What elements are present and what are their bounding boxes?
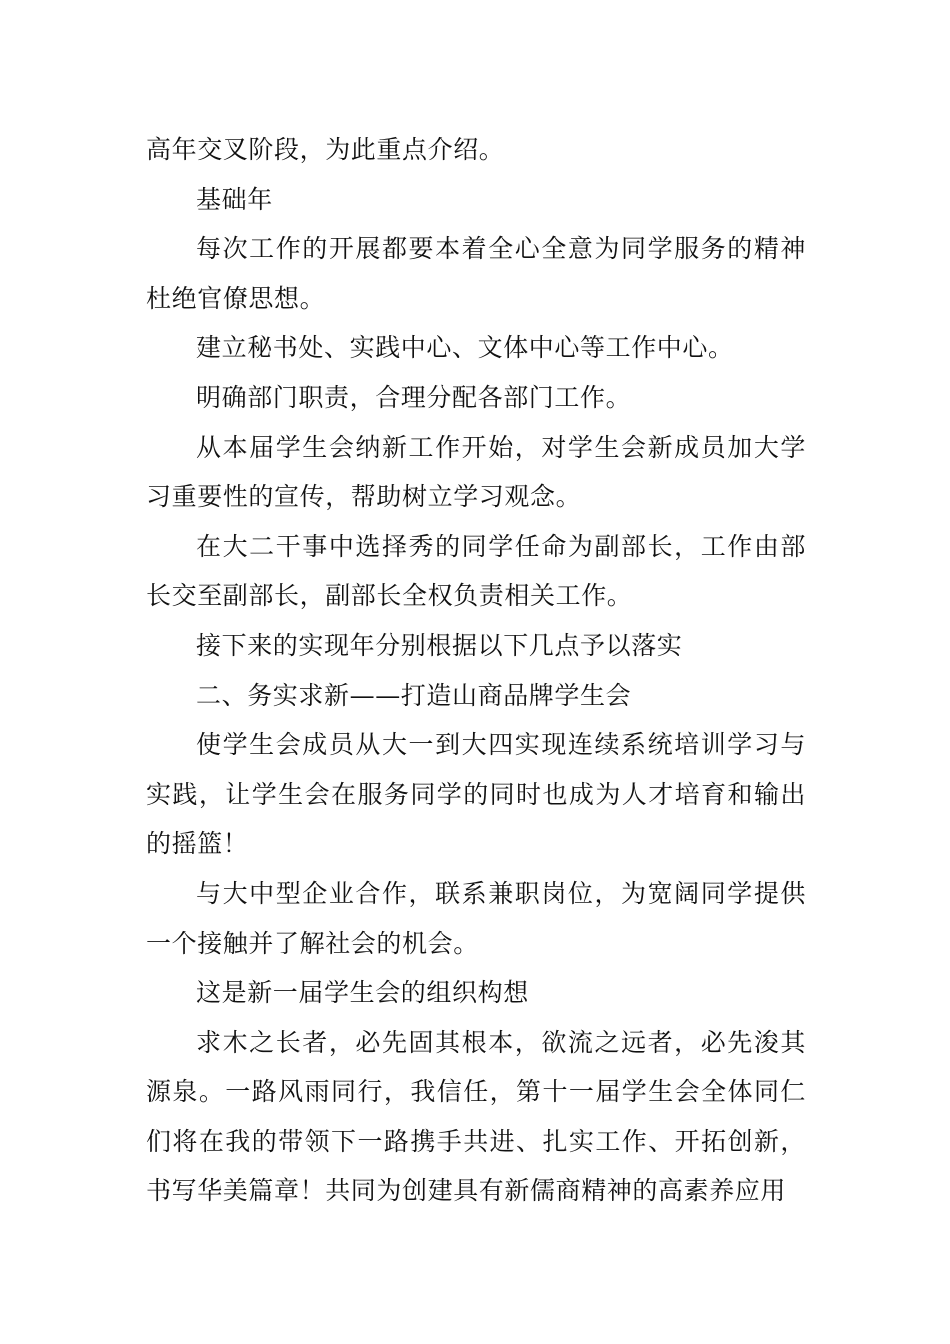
paragraph-1: 高年交叉阶段，为此重点介绍。 [146, 135, 505, 164]
section-heading: 二、务实求新——打造山商品牌学生会 [196, 680, 632, 710]
paragraph-10: 使学生会成员从大一到大四实现连续系统培训学习与实践，让学生会在服务同学的同时也成为人才培育和输出的摇篮！ [146, 730, 806, 859]
paragraph-3: 每次工作的开展都要本着全心全意为同学服务的精神杜绝官僚思想。 [146, 234, 806, 313]
paragraph-6: 从本届学生会纳新工作开始，对学生会新成员加大学习重要性的宣传，帮助树立学习观念。 [146, 432, 806, 512]
paragraph-4: 建立秘书处、实践中心、文体中心等工作中心。 [196, 333, 734, 363]
paragraph-12: 这是新一届学生会的组织构想 [196, 978, 529, 1008]
paragraph-13: 求木之长者，必先固其根本，欲流之远者，必先浚其源泉。一路风雨同行，我信任，第十一届学生会全体同仁们将在我的带领下一路携手共进、扎实工作、开拓创新，书写华美篇章！共同为创建具有新儒商精神的高素养应用 [146, 1027, 806, 1206]
paragraph-5: 明确部门职责，合理分配各部门工作。 [196, 382, 632, 412]
paragraph-2: 基础年 [196, 184, 273, 214]
paragraph-8: 接下来的实现年分别根据以下几点予以落实 [196, 630, 683, 660]
paragraph-7: 在大二干事中选择秀的同学任命为副部长，工作由部长交至副部长，副部长全权负责相关工作。 [146, 531, 806, 611]
paragraph-11: 与大中型企业合作，联系兼职岗位，为宽阔同学提供一个接触并了解社会的机会。 [146, 878, 806, 958]
document-body [146, 125, 806, 1216]
